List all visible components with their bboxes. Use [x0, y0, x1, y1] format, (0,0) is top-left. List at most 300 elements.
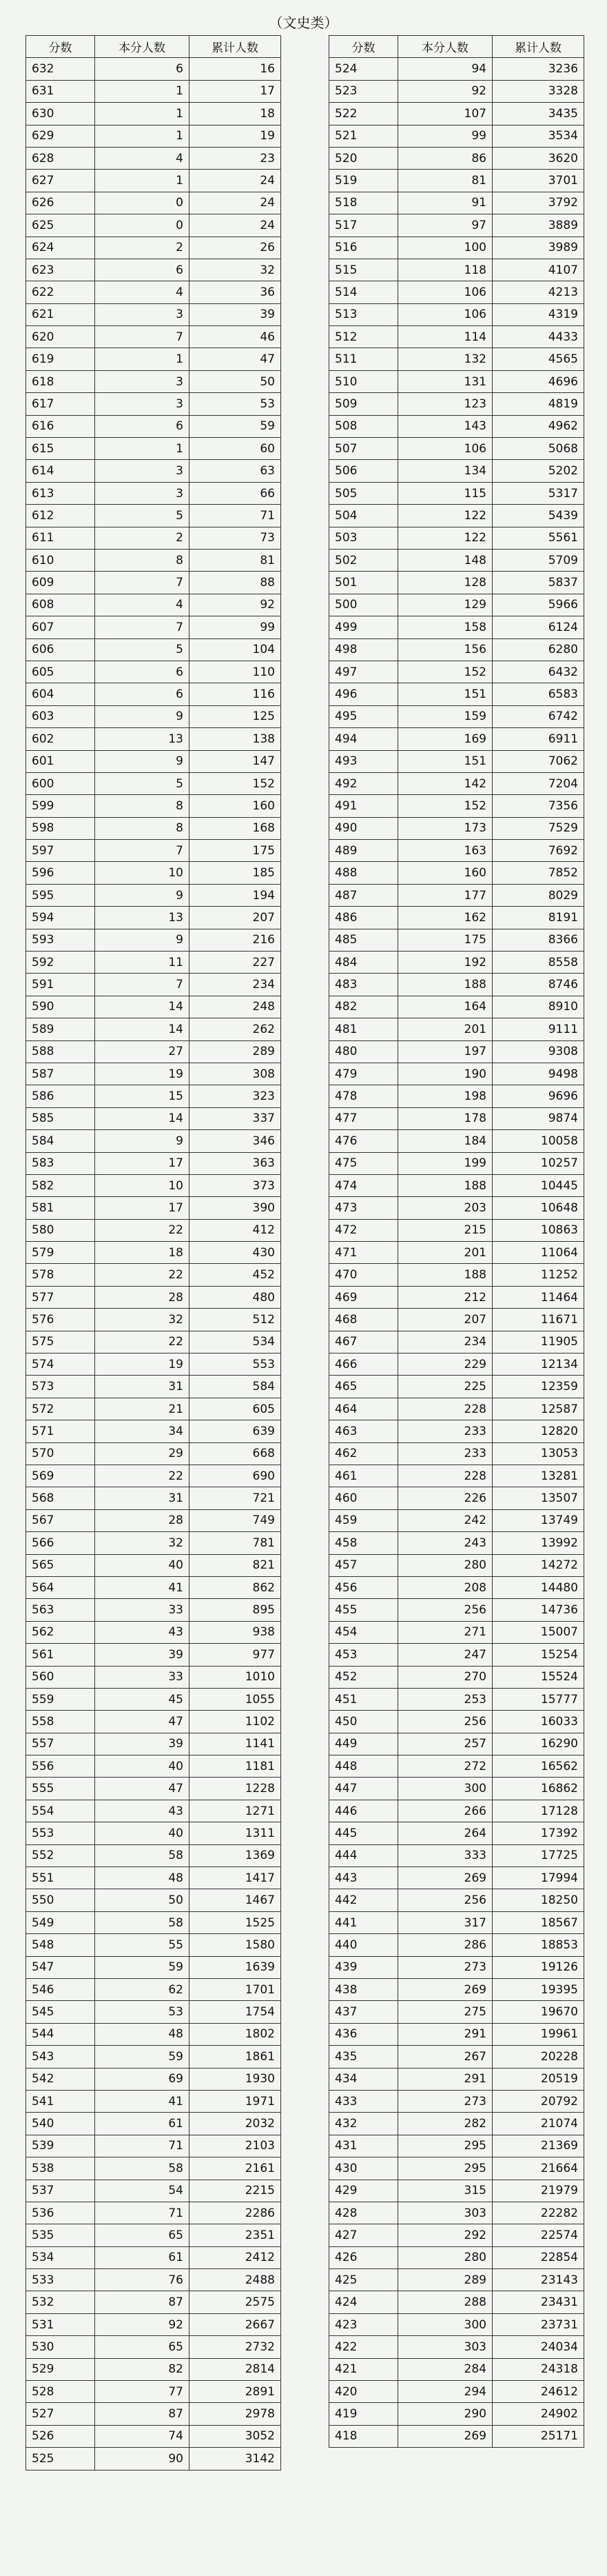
table-row — [329, 170, 584, 192]
score-cell: 464 — [329, 1398, 398, 1420]
score-cell: 453 — [329, 1644, 398, 1666]
score-cell: 517 — [329, 214, 398, 237]
count-cell: 243 — [398, 1532, 493, 1554]
count-cell: 234 — [398, 1331, 493, 1353]
cumulative-cell: 20519 — [493, 2068, 584, 2090]
score-cell: 522 — [329, 103, 398, 125]
count-cell: 43 — [95, 1800, 189, 1822]
cumulative-cell: 11905 — [493, 1331, 584, 1353]
cumulative-cell: 13053 — [493, 1442, 584, 1465]
count-cell: 10 — [95, 862, 189, 884]
count-cell: 27 — [95, 1040, 189, 1063]
score-cell: 614 — [26, 460, 95, 482]
score-cell: 553 — [26, 1822, 95, 1844]
score-cell: 458 — [329, 1532, 398, 1554]
score-cell: 466 — [329, 1354, 398, 1376]
count-cell: 1 — [95, 103, 189, 125]
count-cell: 65 — [95, 2336, 189, 2358]
table-row — [329, 1420, 584, 1442]
table-row — [26, 1800, 281, 1822]
table-row — [329, 616, 584, 638]
table-row — [26, 393, 281, 415]
cumulative-cell: 15007 — [493, 1621, 584, 1643]
table-row — [329, 1666, 584, 1688]
cumulative-cell: 6124 — [493, 616, 584, 638]
table-row — [329, 1331, 584, 1353]
cumulative-cell: 1639 — [189, 1956, 281, 1978]
score-cell: 465 — [329, 1376, 398, 1398]
count-cell: 159 — [398, 705, 493, 727]
table-row — [26, 2448, 281, 2470]
cumulative-cell: 47 — [189, 348, 281, 370]
count-cell: 1 — [95, 170, 189, 192]
score-cell: 601 — [26, 750, 95, 772]
table-row — [329, 103, 584, 125]
cumulative-cell: 24 — [189, 214, 281, 237]
cumulative-cell: 1417 — [189, 1867, 281, 1889]
table-row — [26, 460, 281, 482]
score-cell: 585 — [26, 1107, 95, 1129]
table-row — [329, 214, 584, 237]
score-cell: 514 — [329, 281, 398, 303]
table-row — [26, 2224, 281, 2246]
score-cell: 571 — [26, 1420, 95, 1442]
cumulative-cell: 4962 — [493, 415, 584, 437]
score-cell: 563 — [26, 1599, 95, 1621]
table-row — [26, 1264, 281, 1286]
table-row — [329, 281, 584, 303]
score-cell: 436 — [329, 2023, 398, 2045]
score-cell: 495 — [329, 705, 398, 727]
table-row — [26, 192, 281, 214]
cumulative-cell: 1181 — [189, 1755, 281, 1778]
table-row — [329, 1576, 584, 1598]
table-row — [329, 2291, 584, 2313]
cumulative-cell: 1010 — [189, 1666, 281, 1688]
score-cell: 429 — [329, 2180, 398, 2202]
table-row — [26, 505, 281, 527]
table-row — [26, 80, 281, 102]
table-row — [329, 370, 584, 392]
count-cell: 151 — [398, 683, 493, 705]
table-row — [26, 1130, 281, 1152]
table-row — [329, 1800, 584, 1822]
cumulative-cell: 24902 — [493, 2403, 584, 2425]
count-cell: 280 — [398, 2246, 493, 2268]
cumulative-cell: 216 — [189, 929, 281, 951]
count-cell: 143 — [398, 415, 493, 437]
score-cell: 438 — [329, 1978, 398, 2000]
cumulative-cell: 21074 — [493, 2113, 584, 2135]
table-row — [26, 2180, 281, 2202]
table-row — [329, 2046, 584, 2068]
count-cell: 7 — [95, 840, 189, 862]
count-cell: 15 — [95, 1085, 189, 1107]
cumulative-cell: 12587 — [493, 1398, 584, 1420]
table-row — [26, 795, 281, 817]
cumulative-cell: 2978 — [189, 2403, 281, 2425]
cumulative-cell: 6432 — [493, 661, 584, 683]
count-cell: 55 — [95, 1934, 189, 1956]
cumulative-cell: 17 — [189, 80, 281, 102]
count-cell: 28 — [95, 1286, 189, 1308]
cumulative-cell: 125 — [189, 705, 281, 727]
count-cell: 132 — [398, 348, 493, 370]
score-cell: 551 — [26, 1867, 95, 1889]
cumulative-cell: 234 — [189, 974, 281, 996]
count-cell: 9 — [95, 705, 189, 727]
cumulative-cell: 147 — [189, 750, 281, 772]
count-cell: 131 — [398, 370, 493, 392]
score-cell: 618 — [26, 370, 95, 392]
count-cell: 8 — [95, 817, 189, 839]
table-row — [26, 1978, 281, 2000]
cumulative-cell: 323 — [189, 1085, 281, 1107]
table-row — [329, 2090, 584, 2112]
score-cell: 578 — [26, 1264, 95, 1286]
count-cell: 14 — [95, 1107, 189, 1129]
count-cell: 6 — [95, 415, 189, 437]
score-cell: 560 — [26, 1666, 95, 1688]
count-cell: 61 — [95, 2246, 189, 2268]
cumulative-cell: 8558 — [493, 952, 584, 974]
count-cell: 228 — [398, 1465, 493, 1487]
cumulative-cell: 104 — [189, 638, 281, 661]
score-cell: 564 — [26, 1576, 95, 1598]
table-row — [26, 1532, 281, 1554]
score-cell: 550 — [26, 1889, 95, 1911]
score-cell: 562 — [26, 1621, 95, 1643]
score-cell: 493 — [329, 750, 398, 772]
score-cell: 462 — [329, 1442, 398, 1465]
count-cell: 228 — [398, 1398, 493, 1420]
score-cell: 608 — [26, 594, 95, 616]
header-score: 分数 — [26, 36, 95, 58]
cumulative-cell: 248 — [189, 996, 281, 1018]
count-cell: 290 — [398, 2403, 493, 2425]
score-cell: 531 — [26, 2313, 95, 2335]
table-row — [26, 1822, 281, 1844]
score-cell: 430 — [329, 2157, 398, 2180]
table-row — [329, 1063, 584, 1085]
cumulative-cell: 22854 — [493, 2246, 584, 2268]
score-cell: 520 — [329, 147, 398, 169]
cumulative-cell: 15524 — [493, 1666, 584, 1688]
table-row — [329, 393, 584, 415]
count-cell: 106 — [398, 438, 493, 460]
table-row — [329, 2157, 584, 2180]
table-row — [26, 1867, 281, 1889]
score-cell: 505 — [329, 482, 398, 504]
score-cell: 448 — [329, 1755, 398, 1778]
cumulative-cell: 862 — [189, 1576, 281, 1598]
score-cell: 420 — [329, 2381, 398, 2403]
table-row — [329, 1174, 584, 1196]
count-cell: 7 — [95, 326, 189, 348]
table-row — [329, 1398, 584, 1420]
score-cell: 512 — [329, 326, 398, 348]
score-cell: 500 — [329, 594, 398, 616]
cumulative-cell: 63 — [189, 460, 281, 482]
score-cell: 588 — [26, 1040, 95, 1063]
cumulative-cell: 23731 — [493, 2313, 584, 2335]
table-row — [329, 125, 584, 147]
cumulative-cell: 1802 — [189, 2023, 281, 2045]
table-row — [329, 1219, 584, 1241]
table-row — [329, 1509, 584, 1531]
table-row — [329, 1956, 584, 1978]
table-row — [26, 1621, 281, 1643]
table-row — [329, 1487, 584, 1509]
count-cell: 267 — [398, 2046, 493, 2068]
count-cell: 114 — [398, 326, 493, 348]
table-row — [329, 348, 584, 370]
score-cell: 572 — [26, 1398, 95, 1420]
table-row — [26, 170, 281, 192]
cumulative-cell: 11064 — [493, 1242, 584, 1264]
table-row — [329, 192, 584, 214]
count-cell: 4 — [95, 281, 189, 303]
count-cell: 40 — [95, 1822, 189, 1844]
cumulative-cell: 639 — [189, 1420, 281, 1442]
count-cell: 41 — [95, 2090, 189, 2112]
score-cell: 491 — [329, 795, 398, 817]
table-row — [329, 2202, 584, 2224]
cumulative-cell: 11464 — [493, 1286, 584, 1308]
header-count: 本分人数 — [398, 36, 493, 58]
score-cell: 526 — [26, 2425, 95, 2447]
table-row — [26, 1465, 281, 1487]
table-row — [329, 840, 584, 862]
score-cell: 501 — [329, 572, 398, 594]
table-row — [329, 2068, 584, 2090]
table-row — [26, 147, 281, 169]
score-cell: 525 — [26, 2448, 95, 2470]
table-row — [329, 1778, 584, 1800]
count-cell: 17 — [95, 1152, 189, 1174]
score-cell: 498 — [329, 638, 398, 661]
count-cell: 92 — [95, 2313, 189, 2335]
count-cell: 269 — [398, 2425, 493, 2447]
score-cell: 480 — [329, 1040, 398, 1063]
table-row — [329, 303, 584, 325]
cumulative-cell: 668 — [189, 1442, 281, 1465]
table-row — [329, 795, 584, 817]
count-cell: 6 — [95, 259, 189, 281]
cumulative-cell: 92 — [189, 594, 281, 616]
cumulative-cell: 690 — [189, 1465, 281, 1487]
table-row — [329, 1733, 584, 1755]
score-cell: 431 — [329, 2135, 398, 2157]
table-row — [26, 2023, 281, 2045]
score-cell: 606 — [26, 638, 95, 661]
count-cell: 0 — [95, 214, 189, 237]
cumulative-cell: 2032 — [189, 2113, 281, 2135]
cumulative-cell: 160 — [189, 795, 281, 817]
count-cell: 107 — [398, 103, 493, 125]
count-cell: 233 — [398, 1442, 493, 1465]
score-cell: 427 — [329, 2224, 398, 2246]
table-row — [26, 2090, 281, 2112]
count-cell: 256 — [398, 1599, 493, 1621]
count-cell: 9 — [95, 750, 189, 772]
table-row — [26, 1778, 281, 1800]
count-cell: 269 — [398, 1867, 493, 1889]
score-cell: 629 — [26, 125, 95, 147]
cumulative-cell: 11252 — [493, 1264, 584, 1286]
count-cell: 142 — [398, 772, 493, 794]
count-cell: 7 — [95, 572, 189, 594]
score-cell: 532 — [26, 2291, 95, 2313]
cumulative-cell: 168 — [189, 817, 281, 839]
cumulative-cell: 16562 — [493, 1755, 584, 1778]
cumulative-cell: 18250 — [493, 1889, 584, 1911]
count-cell: 13 — [95, 907, 189, 929]
score-cell: 451 — [329, 1688, 398, 1710]
table-row — [26, 2001, 281, 2023]
table-row — [26, 2068, 281, 2090]
table-row — [329, 1040, 584, 1063]
score-cell: 468 — [329, 1309, 398, 1331]
cumulative-cell: 1580 — [189, 1934, 281, 1956]
table-row — [26, 2157, 281, 2180]
score-cell: 421 — [329, 2358, 398, 2380]
count-cell: 177 — [398, 884, 493, 906]
count-cell: 253 — [398, 1688, 493, 1710]
table-row — [26, 259, 281, 281]
header-score: 分数 — [329, 36, 398, 58]
table-title: （文史类） — [269, 14, 338, 31]
score-cell: 574 — [26, 1354, 95, 1376]
score-cell: 478 — [329, 1085, 398, 1107]
count-cell: 122 — [398, 505, 493, 527]
table-row — [329, 2246, 584, 2268]
score-cell: 589 — [26, 1018, 95, 1040]
table-row — [329, 2358, 584, 2380]
table-row — [329, 1152, 584, 1174]
table-row — [329, 549, 584, 571]
score-cell: 475 — [329, 1152, 398, 1174]
table-row — [329, 1599, 584, 1621]
table-row — [26, 1376, 281, 1398]
table-row — [26, 1554, 281, 1576]
table-row — [26, 2381, 281, 2403]
score-cell: 422 — [329, 2336, 398, 2358]
score-cell: 490 — [329, 817, 398, 839]
table-row — [329, 772, 584, 794]
count-cell: 271 — [398, 1621, 493, 1643]
table-row — [329, 527, 584, 549]
cumulative-cell: 25171 — [493, 2425, 584, 2447]
table-row — [26, 527, 281, 549]
table-row — [26, 1956, 281, 1978]
score-cell: 628 — [26, 147, 95, 169]
score-cell: 620 — [26, 326, 95, 348]
score-cell: 456 — [329, 1576, 398, 1598]
score-cell: 504 — [329, 505, 398, 527]
count-cell: 162 — [398, 907, 493, 929]
score-cell: 573 — [26, 1376, 95, 1398]
table-row — [329, 1442, 584, 1465]
cumulative-cell: 2488 — [189, 2269, 281, 2291]
table-row — [329, 2425, 584, 2447]
cumulative-cell: 5068 — [493, 438, 584, 460]
score-cell: 575 — [26, 1331, 95, 1353]
count-cell: 201 — [398, 1018, 493, 1040]
score-cell: 599 — [26, 795, 95, 817]
table-row — [26, 817, 281, 839]
count-cell: 6 — [95, 58, 189, 80]
count-cell: 134 — [398, 460, 493, 482]
count-cell: 300 — [398, 1778, 493, 1800]
table-row — [329, 1554, 584, 1576]
table-row — [26, 549, 281, 571]
score-cell: 492 — [329, 772, 398, 794]
cumulative-cell: 781 — [189, 1532, 281, 1554]
cumulative-cell: 2161 — [189, 2157, 281, 2180]
cumulative-cell: 2814 — [189, 2358, 281, 2380]
table-row — [26, 2046, 281, 2068]
table-row — [26, 2358, 281, 2380]
count-cell: 272 — [398, 1755, 493, 1778]
count-cell: 71 — [95, 2202, 189, 2224]
table-row — [329, 1018, 584, 1040]
count-cell: 31 — [95, 1487, 189, 1509]
cumulative-cell: 1930 — [189, 2068, 281, 2090]
score-cell: 632 — [26, 58, 95, 80]
count-cell: 294 — [398, 2381, 493, 2403]
table-row — [26, 482, 281, 504]
cumulative-cell: 19670 — [493, 2001, 584, 2023]
count-cell: 1 — [95, 438, 189, 460]
score-cell: 489 — [329, 840, 398, 862]
score-cell: 457 — [329, 1554, 398, 1576]
cumulative-cell: 2215 — [189, 2180, 281, 2202]
table-row — [329, 661, 584, 683]
count-cell: 61 — [95, 2113, 189, 2135]
score-cell: 521 — [329, 125, 398, 147]
count-cell: 50 — [95, 1889, 189, 1911]
cumulative-cell: 15777 — [493, 1688, 584, 1710]
score-cell: 477 — [329, 1107, 398, 1129]
table-row — [329, 1309, 584, 1331]
score-cell: 600 — [26, 772, 95, 794]
cumulative-cell: 1754 — [189, 2001, 281, 2023]
cumulative-cell: 19961 — [493, 2023, 584, 2045]
count-cell: 273 — [398, 2090, 493, 2112]
cumulative-cell: 3236 — [493, 58, 584, 80]
score-cell: 545 — [26, 2001, 95, 2023]
count-cell: 226 — [398, 1487, 493, 1509]
table-row — [329, 438, 584, 460]
table-row — [329, 1085, 584, 1107]
cumulative-cell: 308 — [189, 1063, 281, 1085]
table-row — [26, 1733, 281, 1755]
cumulative-cell: 19 — [189, 125, 281, 147]
cumulative-cell: 73 — [189, 527, 281, 549]
score-cell: 541 — [26, 2090, 95, 2112]
score-cell: 435 — [329, 2046, 398, 2068]
cumulative-cell: 19395 — [493, 1978, 584, 2000]
table-row — [329, 594, 584, 616]
count-cell: 71 — [95, 2135, 189, 2157]
count-cell: 77 — [95, 2381, 189, 2403]
cumulative-cell: 584 — [189, 1376, 281, 1398]
score-cell: 604 — [26, 683, 95, 705]
table-row — [26, 594, 281, 616]
count-cell: 175 — [398, 929, 493, 951]
count-cell: 198 — [398, 1085, 493, 1107]
